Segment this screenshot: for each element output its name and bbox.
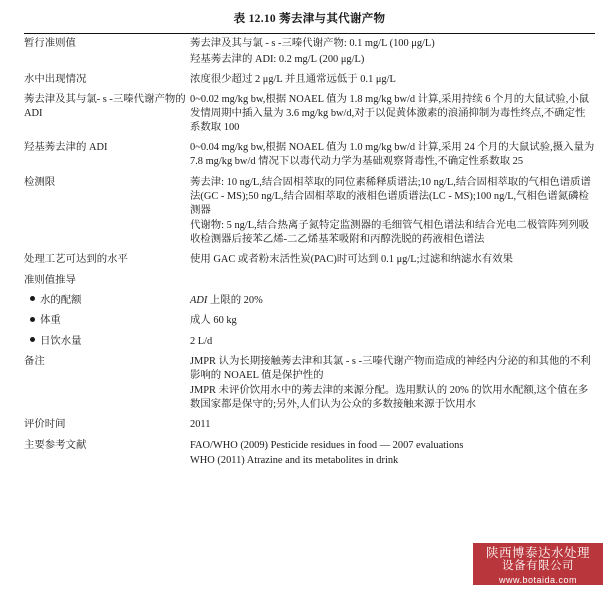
row-text: 0~0.04 mg/kg bw,根据 NOAEL 值为 1.0 mg/kg bw/d 计算,采用 24 个月的大鼠试验,摄入量为 7.8 mg/kg bw/d 情况下以毒代动力学为基础观察肾毒性,不确定性系数取 25 (190, 142, 595, 168)
table-row (24, 173, 595, 251)
row-label-assessment-date: 评价时间 (24, 419, 66, 431)
row-label: 处理工艺可达到的水平 (24, 254, 128, 266)
table-row (24, 138, 595, 172)
page-title: 表 12.10 莠去津与其代谢产物 (233, 13, 386, 25)
row-label: 暂行准则值 (24, 38, 76, 50)
watermark (473, 543, 603, 585)
row-text (190, 294, 595, 308)
row-value (190, 331, 595, 351)
row-label-text: 水的配额 (40, 294, 82, 306)
table-row (24, 270, 595, 290)
row-text: FAO/WHO (2009) Pesticide residues in food — 2007 evaluations (190, 439, 464, 451)
row-value-empty (190, 270, 595, 290)
row-value (190, 70, 595, 90)
watermark-line-1: 陕西博泰达水处理 (485, 546, 590, 560)
table-row (24, 331, 595, 351)
row-label-text: 体重 (40, 315, 61, 327)
table-row (24, 70, 595, 90)
row-value (190, 90, 595, 138)
table-row (24, 436, 595, 472)
row-text: 0~0.02 mg/kg bw,根据 NOAEL 值为 1.8 mg/kg bw/d 计算,采用持续 6 个月的大鼠试验,小鼠发情周期中插入量为 3.6 mg/kg bw/d,对于以促黄体激素的浪涌抑制为毒性终点,不确定性系数取 100 (190, 94, 590, 134)
row-text: 羟基莠去津的 ADI: 0.2 mg/L (200 μg/L) (190, 53, 365, 65)
table-row (24, 34, 595, 70)
row-text: 成人 60 kg (190, 315, 237, 327)
watermark-url: www.botaida.com (498, 574, 578, 585)
row-text: 2 L/d (190, 335, 213, 347)
row-label-references: 主要参考文献 (24, 439, 87, 451)
guideline-value-table (24, 34, 595, 471)
table-row (24, 90, 595, 138)
adi-italic: ADI (190, 294, 208, 306)
row-label-remarks: 备注 (24, 355, 45, 367)
row-label-water-allocation (24, 291, 190, 311)
row-value (190, 173, 595, 251)
row-label-text: 日饮水量 (40, 335, 82, 347)
row-text: 莠去津: 10 ng/L,结合固相萃取的同位素稀释质谱法;10 ng/L,结合固相萃取的气相色谱质谱法(GC - MS);50 ng/L,结合固相萃取的液相色谱质谱法(LC - MS);100 ng/L,气相色谱氮磷检测器 (190, 176, 591, 216)
row-text: 2011 (190, 419, 211, 431)
row-label: 莠去津及其与氯- s -三嗪代谢产物的 ADI (24, 94, 186, 120)
table-row (24, 415, 595, 435)
row-text-tail: 上限的 20% (207, 294, 263, 306)
row-text: JMPR 未评价饮用水中的莠去津的来源分配。选用默认的 20% 的饮用水配额,这个值在多数国家都是保守的;另外,人们认为公众的多数接触来源于饮用水 (190, 385, 589, 411)
table-row (24, 311, 595, 331)
row-label: 水中出现情况 (24, 73, 87, 85)
row-value (190, 138, 595, 172)
row-label-daily-intake (24, 331, 190, 351)
bullet-dot-icon (30, 337, 35, 342)
row-text: 浓度很少超过 2 μg/L 并且通常远低于 0.1 μg/L (190, 73, 396, 85)
row-value (190, 34, 595, 70)
watermark-line-2: 设备有限公司 (502, 560, 574, 573)
row-text: WHO (2011) Atrazine and its metabolites in drink (190, 455, 399, 467)
bullet-dot-icon (30, 296, 35, 301)
table-row (24, 352, 595, 416)
row-value (190, 415, 595, 435)
row-value (190, 311, 595, 331)
row-value (190, 352, 595, 416)
bullet-dot-icon (30, 317, 35, 322)
table-row (24, 291, 595, 311)
row-label: 检测限 (24, 176, 56, 188)
row-label-derivation: 准则值推导 (24, 274, 76, 286)
row-value (190, 291, 595, 311)
row-label-body-weight (24, 311, 190, 331)
row-value (190, 250, 595, 270)
row-value (190, 436, 595, 472)
table-row (24, 250, 595, 270)
row-text: 代谢物: 5 ng/L,结合热离子氮特定监测器的毛细管气相色谱法和结合光电二极管阵列列吸收检测器后接苯乙烯-二乙烯基苯吸附和丙醇洗脱的药液相色谱法 (190, 220, 590, 245)
row-text: 使用 GAC 或者粉末活性炭(PAC)时可达到 0.1 μg/L;过滤和纳滤水有效果 (190, 254, 513, 266)
row-text: 莠去津及其与氯 - s -三嗪代谢产物: 0.1 mg/L (100 μg/L) (190, 38, 435, 50)
row-text: JMPR 认为长期接触莠去津和其氯 - s -三嗪代谢产物而造成的神经内分泌的和其他的不利影响的 NOAEL 值是保护性的 (190, 355, 591, 381)
row-label: 羟基莠去津的 ADI (24, 142, 108, 154)
